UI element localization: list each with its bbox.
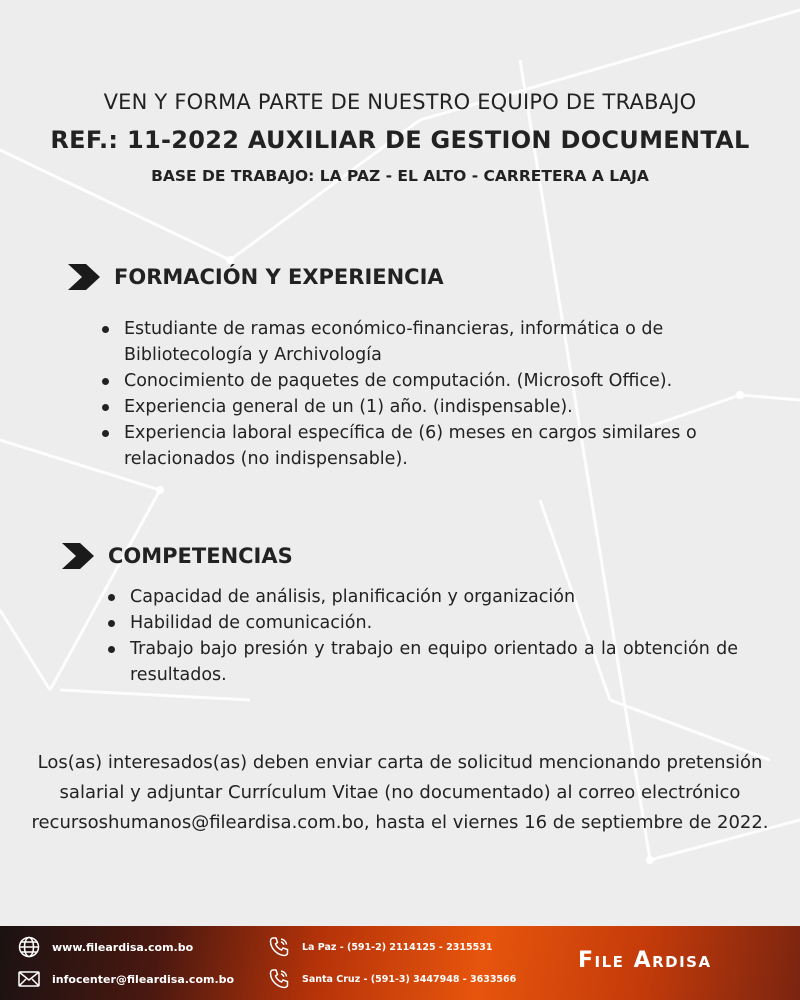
job-reference-title: REF.: 11-2022 AUXILIAR DE GESTION DOCUMENTAL — [50, 126, 750, 154]
list-item: Capacidad de análisis, planificación y organización — [108, 584, 738, 610]
phone-lapaz-text[interactable]: La Paz - (591-2) 2114125 - 2315531 — [302, 941, 493, 953]
footer-bar — [0, 926, 800, 1000]
recruitment-tagline: VEN Y FORMA PARTE DE NUESTRO EQUIPO DE TRABAJO — [103, 90, 697, 114]
phone-santacruz-text[interactable]: Santa Cruz - (591-3) 3447948 - 3633566 — [302, 973, 517, 985]
phone-icon — [268, 936, 290, 958]
competencias-list — [108, 584, 738, 688]
email-link[interactable]: infocenter@fileardisa.com.bo — [52, 972, 235, 986]
list-item: Habilidad de comunicación. — [108, 610, 738, 636]
brand-logo: File Ardisa — [578, 948, 712, 973]
work-base-location: BASE DE TRABAJO: LA PAZ - EL ALTO - CARRETERA A LAJA — [151, 167, 649, 185]
footer-phone-lapaz[interactable] — [268, 936, 492, 958]
section-competencias-title — [62, 543, 293, 569]
footer-phone-santacruz[interactable] — [268, 968, 516, 990]
list-item: Estudiante de ramas económico-financieras, informática o de Bibliotecología y Archivología — [102, 316, 722, 368]
list-item: Trabajo bajo presión y trabajo en equipo orientado a la obtención de resultados. — [108, 636, 738, 688]
section-formacion-label: FORMACIÓN Y EXPERIENCIA — [114, 265, 444, 289]
application-instructions: Los(as) interesados(as) deben enviar carta de solicitud mencionando pretensión salarial y adjuntar Currículum Vitae (no documentado) al correo electrónico recursoshumanos@fileardisa.com.bo, hasta el viernes 16 de septiembre de 2022. — [31, 752, 769, 833]
mail-icon — [18, 968, 40, 990]
globe-icon — [18, 936, 40, 958]
list-item: Conocimiento de paquetes de computación. (Microsoft Office). — [102, 368, 722, 394]
list-item: Experiencia general de un (1) año. (indispensable). — [102, 394, 722, 420]
chevron-right-icon — [68, 264, 100, 290]
website-link[interactable]: www.fileardisa.com.bo — [52, 940, 194, 954]
list-item: Experiencia laboral específica de (6) meses en cargos similares o relacionados (no indispensable). — [102, 420, 722, 472]
header — [0, 90, 800, 185]
phone-icon — [268, 968, 290, 990]
formacion-list — [102, 316, 722, 472]
section-formacion-title — [68, 264, 444, 290]
footer-email[interactable] — [18, 968, 234, 990]
section-competencias-label: COMPETENCIAS — [108, 544, 293, 568]
chevron-right-icon — [62, 543, 94, 569]
footer-website[interactable] — [18, 936, 193, 958]
